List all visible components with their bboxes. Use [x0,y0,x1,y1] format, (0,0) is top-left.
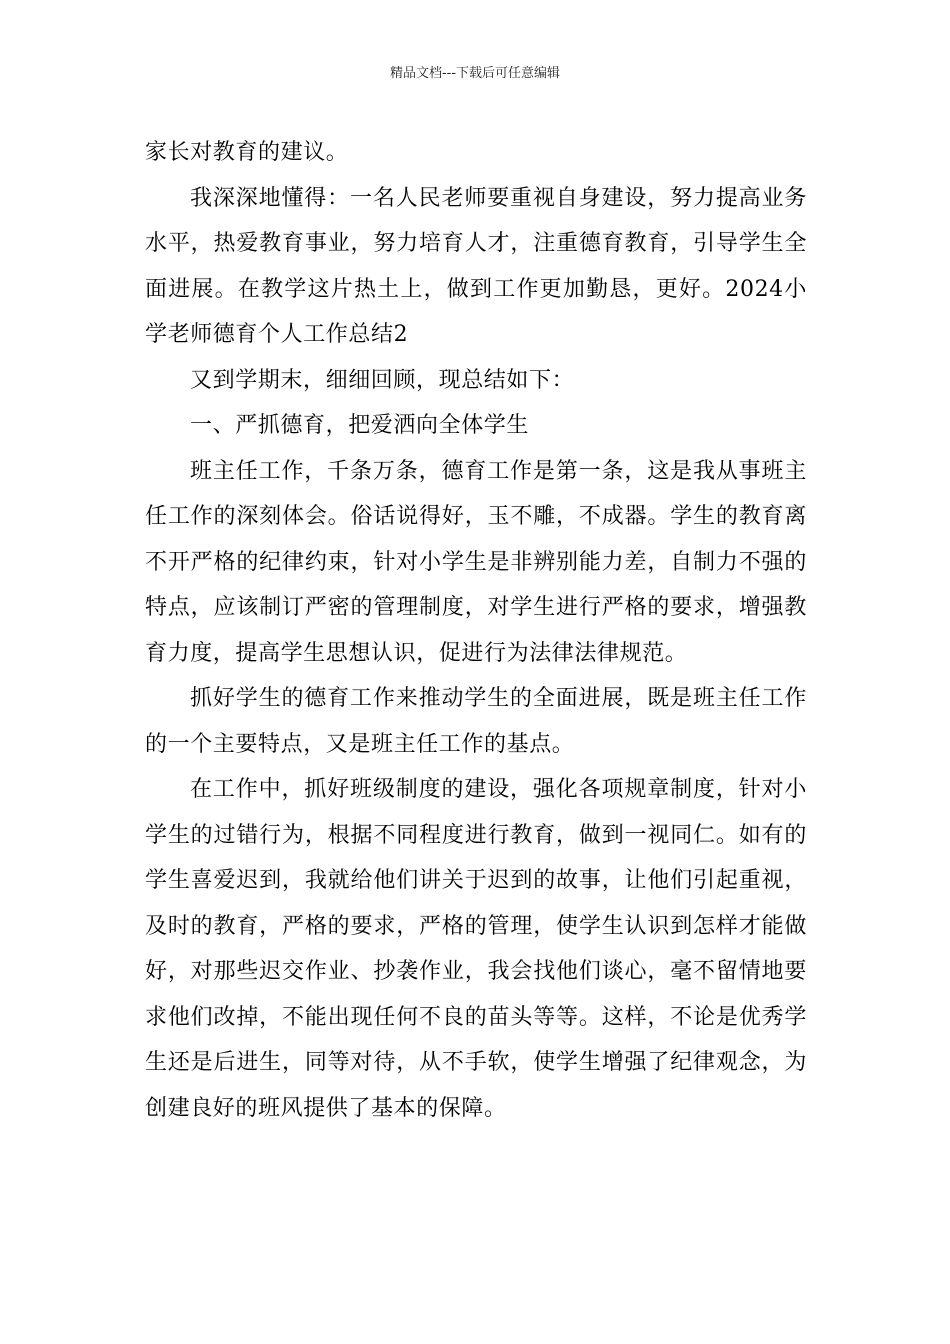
paragraph-4: 班主任工作，千条万条，德育工作是第一条，这是我从事班主任工作的深刻体会。俗话说得好，玉不雕，不成器。学生的教育离不开严格的纪律约束，针对小学生是非辨别能力差，自制力不强的特点，应该制订严密的管理制度，对学生进行严格的要求，增强教育力度，提高学生思想认识，促进行为法律法律规范。 [145,458,807,666]
paragraph-5: 抓好学生的德育工作来推动学生的全面进展，既是班主任工作的一个主要特点，又是班主任工作的基点。 [145,686,807,757]
page-header: 精品文档---下载后可任意编辑 [389,66,561,81]
paragraph-1: 家长对教育的建议。 [145,140,349,165]
section-heading: 一、严抓德育，把爱洒向全体学生 [190,413,530,438]
paragraph-3: 又到学期末，细细回顾，现总结如下： [190,367,575,393]
paragraph-6: 在工作中，抓好班级制度的建设，强化各项规章制度，针对小学生的过错行为，根据不同程度进行教育，做到一视同仁。如有的学生喜爱迟到，我就给他们讲关于迟到的故事，让他们引起重视，及时的教育，严格的要求，严格的管理，使学生认识到怎样才能做好，对那些迟交作业、抄袭作业，我会找他们谈心，毫不留情地要求他们改掉，不能出现任何不良的苗头等等。这样，不论是优秀学生还是后进生，同等对待，从不手软，使学生增强了纪律观念，为创建良好的班风提供了基本的保障。 [145,777,807,1121]
document-body [145,130,807,1131]
paragraph-2: 我深深地懂得：一名人民老师要重视自身建设，努力提高业务水平，热爱教育事业，努力培育人才，注重德育教育，引导学生全面进展。在教学这片热土上，做到工作更加勤恳，更好。2024小学老师德育个人工作总结2 [145,185,807,347]
